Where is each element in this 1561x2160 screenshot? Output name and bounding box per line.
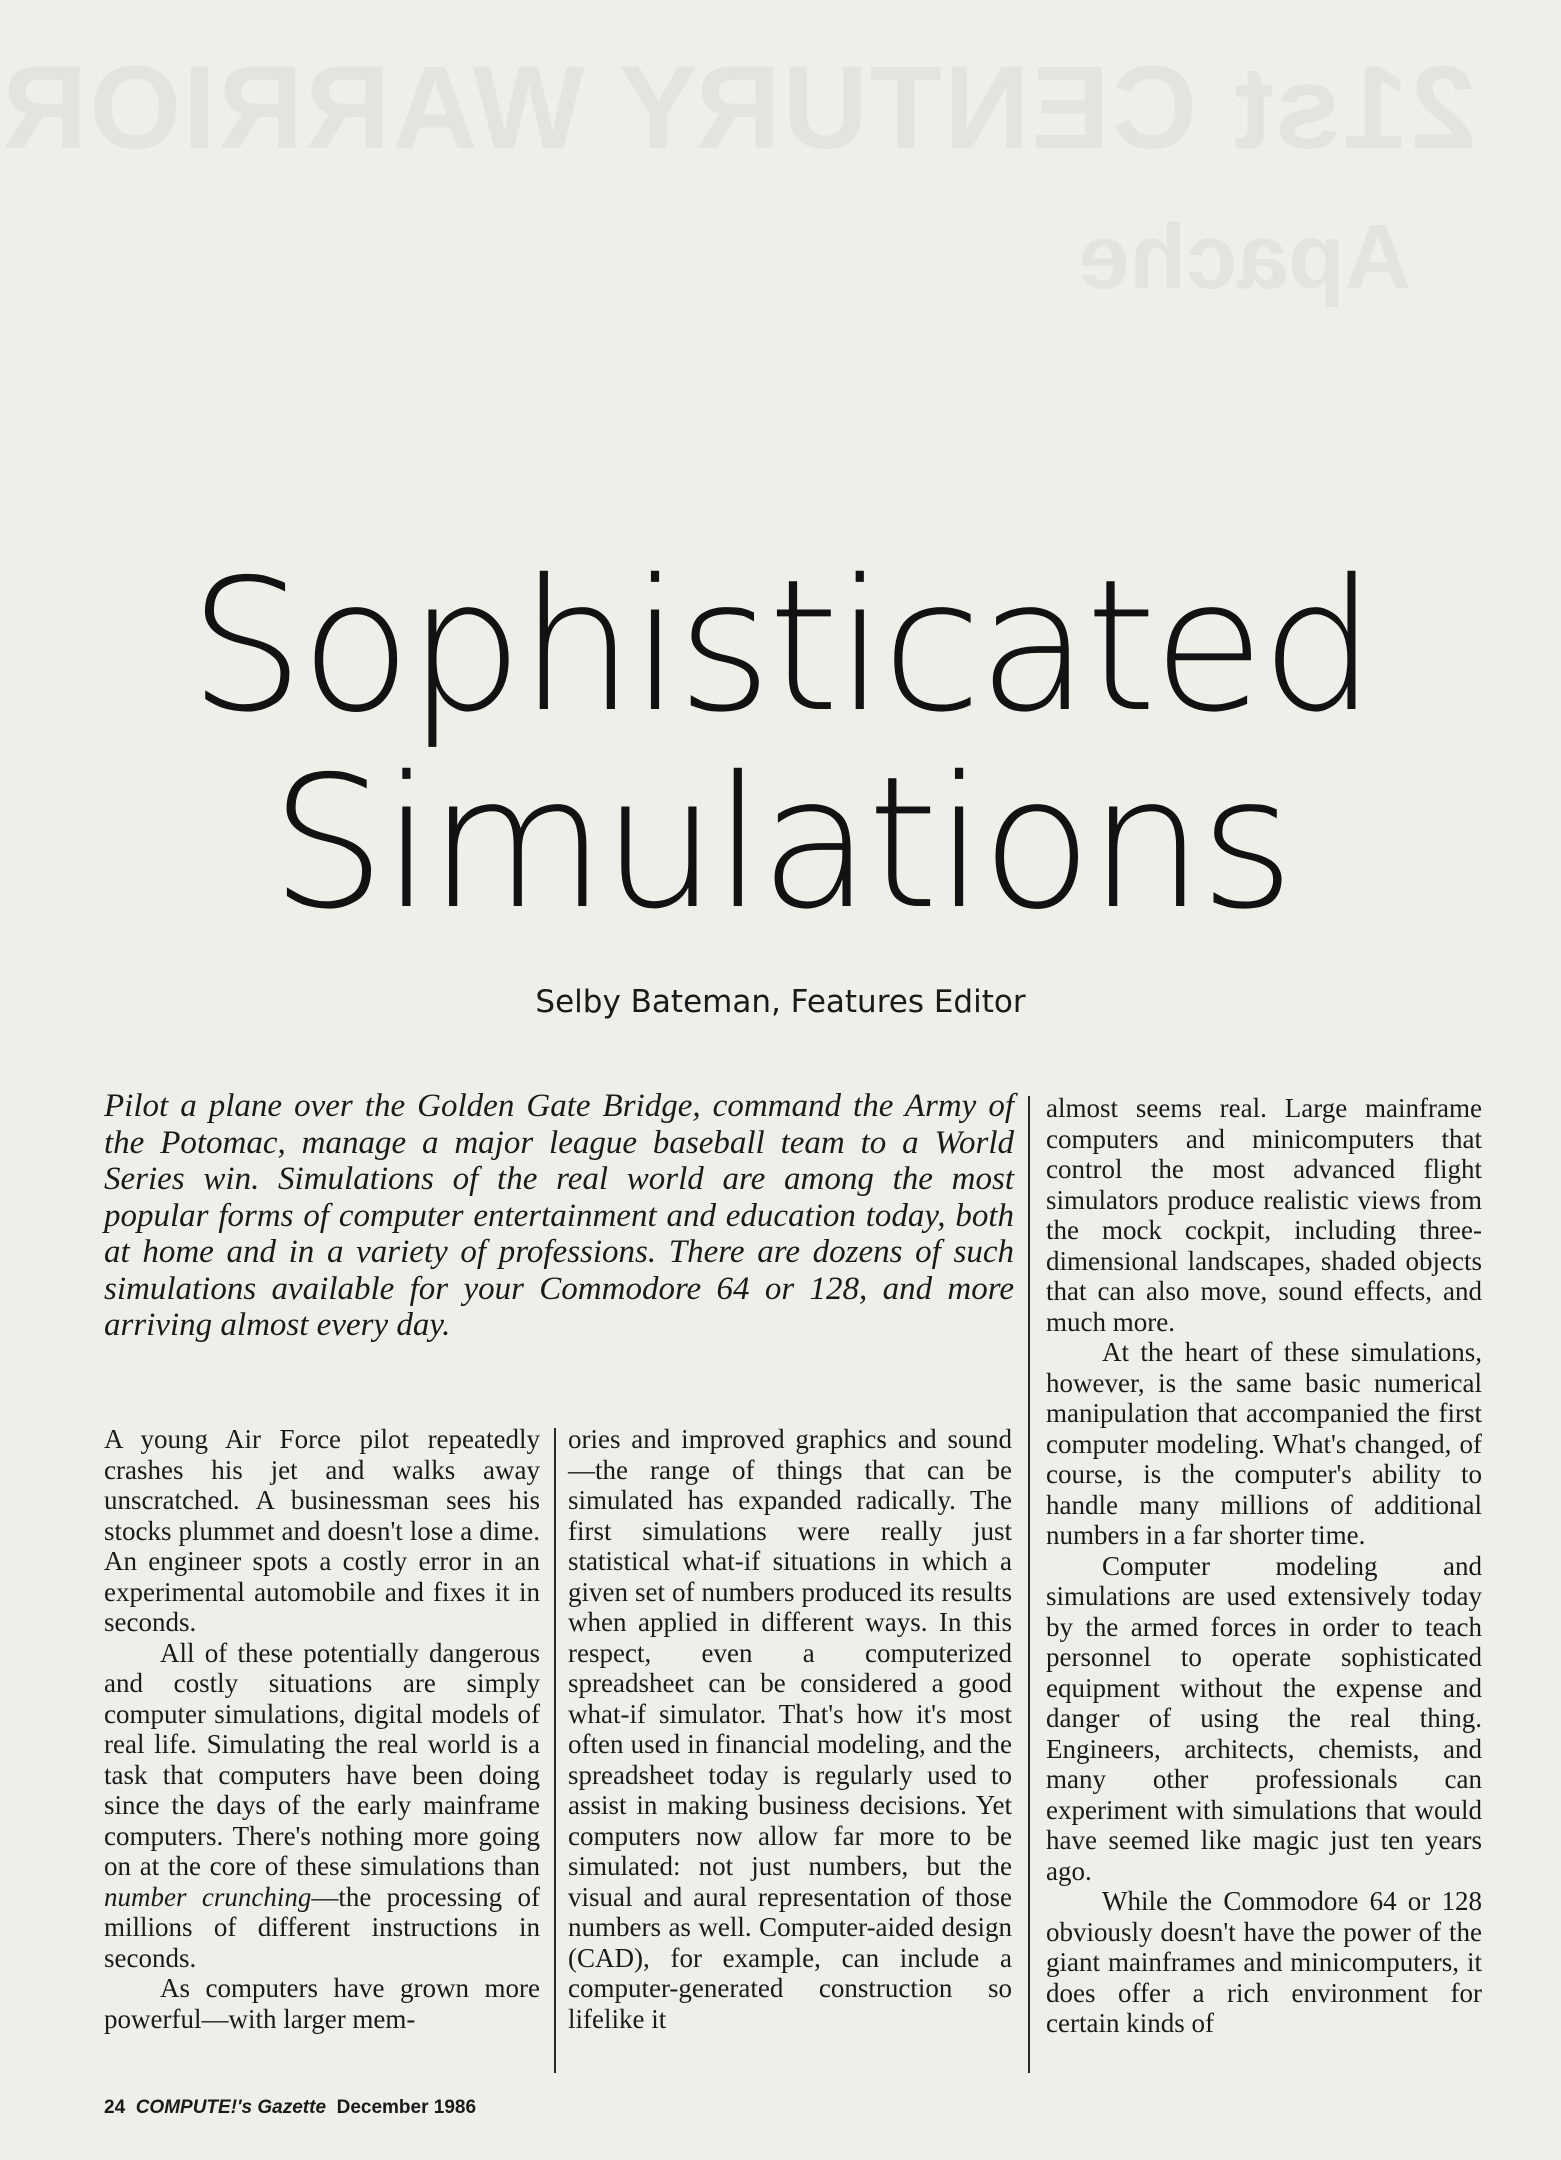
article-title-line1: Sophisticated	[188, 540, 1373, 752]
showthrough-line1: 21st CENTURY WARRIOR	[0, 42, 1476, 174]
paragraph-text: —the processing of millions of different instructions in seconds.	[104, 1881, 540, 1973]
showthrough-line2: Apache	[1078, 206, 1411, 308]
paragraph-text: All of these potentially dangerous and costly situations are simply computer simulations, digital models of real life. Simulating the real world is a task that computers have been doing since the days of the early mainframe computers. There's nothing more going on at the core of these simulations than	[104, 1637, 540, 1881]
article-title-line2: Simulations	[270, 737, 1291, 949]
paragraph: While the Commodore 64 or 128 obviously doesn't have the power of the giant mainframes and minicomputers, it does offer a rich environment for certain kinds of	[1046, 1886, 1482, 2038]
paragraph	[104, 1638, 540, 1974]
body-column-2	[568, 1424, 1012, 2034]
byline: Selby Bateman, Features Editor	[535, 984, 1026, 1020]
body-column-1	[104, 1424, 540, 2034]
paragraph: almost seems real. Large mainframe computers and minicomputers that control the most advanced flight simulators produce realistic views from the mock cockpit, including three-dimensional landscapes, shaded objects that can also move, sound effects, and much more.	[1046, 1093, 1482, 1337]
column-rule	[554, 1428, 556, 2073]
intro-deck: Pilot a plane over the Golden Gate Bridge, command the Army of the Potomac, manage a major league baseball team to a World Series win. Simulations of the real world are among the most popular forms of computer entertainment and education today, both at home and in a variety of professions. There are dozens of such simulations available for your Commodore 64 or 128, and more arriving almost every day.	[104, 1088, 1014, 1343]
emphasis: number crunching	[104, 1881, 312, 1912]
paragraph: At the heart of these simulations, however, is the same basic numerical manipulation that accompanied the first computer modeling. What's changed, of course, is the computer's ability to handle many millions of additional numbers in a far shorter time.	[1046, 1337, 1482, 1550]
paragraph: Computer modeling and simulations are used extensively today by the armed forces in order to teach personnel to operate sophisticated equipment without the expense and danger of using the real thing. Engineers, architects, chemists, and many other professionals can experiment with simulations that would have seemed like magic just ten years ago.	[1046, 1550, 1482, 1886]
body-column-3	[1046, 1093, 1482, 2039]
column-rule	[1028, 1096, 1030, 2073]
magazine-name: COMPUTE!'s Gazette	[135, 2097, 327, 2118]
page-footer	[104, 2097, 476, 2119]
page-number: 24	[104, 2097, 126, 2118]
issue-date: December 1986	[336, 2097, 477, 2118]
paragraph: ories and improved graphics and sound—the range of things that can be simulated has expanded radically. The first simulations were really just statistical what-if situations in which a given set of numbers produced its results when applied in different ways. In this respect, even a computerized spreadsheet can be considered a good what-if simulator. That's how it's most often used in financial modeling, and the spreadsheet today is regularly used to assist in making business decisions. Yet computers now allow far more to be simulated: not just numbers, but the visual and aural representation of those numbers as well. Computer-aided design (CAD), for example, can include a computer-generated construction so lifelike it	[568, 1424, 1012, 2034]
paragraph: As computers have grown more powerful—with larger mem-	[104, 1973, 540, 2034]
paragraph: A young Air Force pilot repeatedly crashes his jet and walks away unscratched. A businessman sees his stocks plummet and doesn't lose a dime. An engineer spots a costly error in an experimental automobile and fixes it in seconds.	[104, 1424, 540, 1637]
